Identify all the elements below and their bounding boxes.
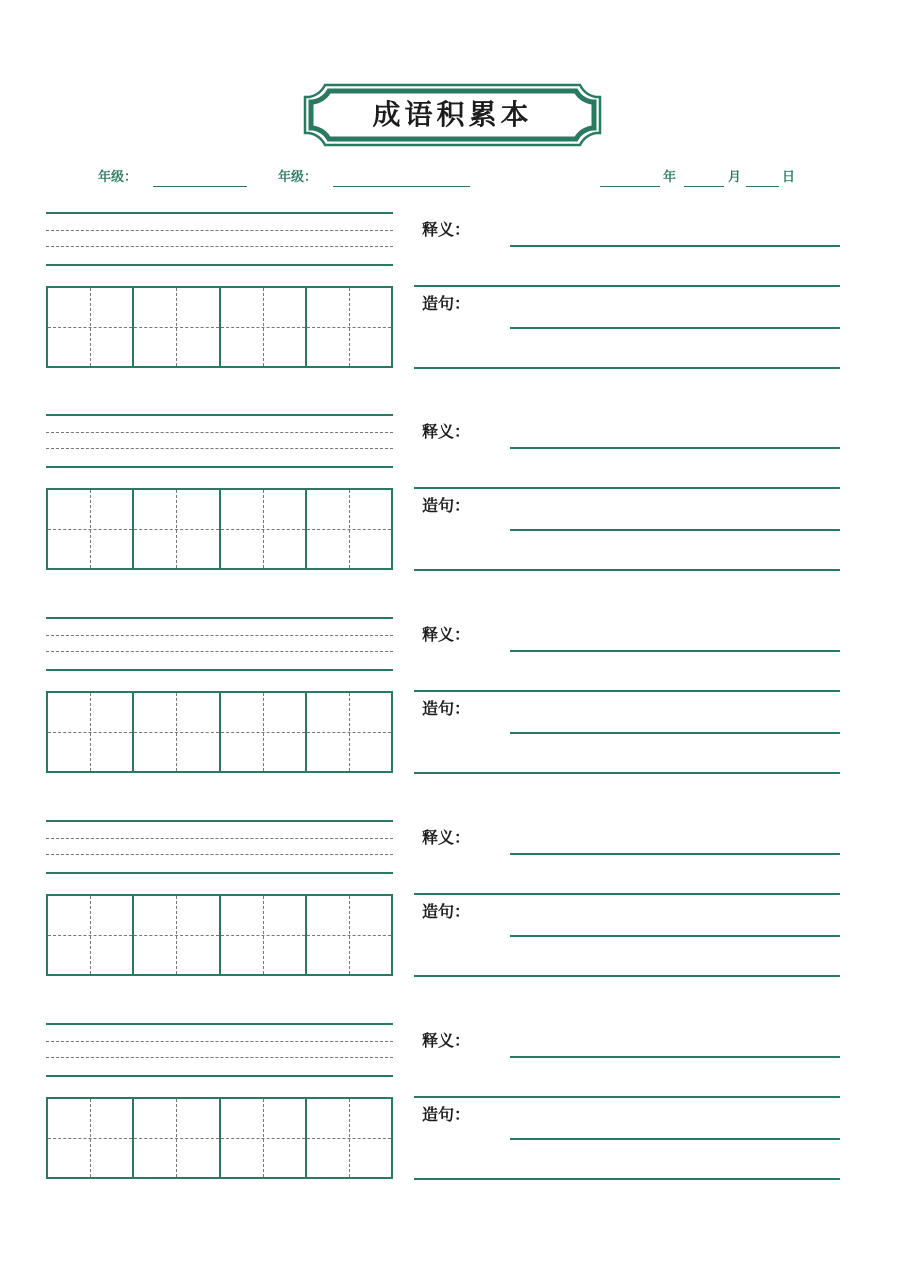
sentence-line[interactable] bbox=[414, 772, 840, 774]
sentence-line[interactable] bbox=[510, 1138, 840, 1140]
meaning-label: 释义： bbox=[422, 422, 471, 441]
sentence-label: 造句： bbox=[422, 294, 471, 313]
year-blank[interactable] bbox=[600, 186, 660, 187]
meaning-line[interactable] bbox=[414, 285, 840, 287]
sentence-line[interactable] bbox=[414, 367, 840, 369]
idiom-entry bbox=[0, 617, 905, 777]
grid-cell[interactable] bbox=[305, 693, 391, 771]
sentence-label: 造句： bbox=[422, 496, 471, 515]
grid-cell[interactable] bbox=[132, 288, 218, 366]
grid-cell[interactable] bbox=[132, 896, 218, 974]
day-label: 日 bbox=[782, 170, 796, 185]
meaning-line[interactable] bbox=[510, 853, 840, 855]
grid-cell[interactable] bbox=[132, 693, 218, 771]
sentence-line[interactable] bbox=[414, 975, 840, 977]
grid-cell[interactable] bbox=[132, 1099, 218, 1177]
idiom-entry bbox=[0, 212, 905, 372]
grade-label-second: 年级： bbox=[278, 170, 318, 185]
grid-cell[interactable] bbox=[305, 490, 391, 568]
meaning-line[interactable] bbox=[510, 650, 840, 652]
meaning-line[interactable] bbox=[510, 447, 840, 449]
sentence-label: 造句： bbox=[422, 902, 471, 921]
pinyin-lines[interactable] bbox=[46, 1023, 393, 1079]
meaning-line[interactable] bbox=[510, 245, 840, 247]
pinyin-lines[interactable] bbox=[46, 820, 393, 876]
month-blank[interactable] bbox=[684, 186, 724, 187]
meaning-line[interactable] bbox=[414, 487, 840, 489]
meaning-line[interactable] bbox=[414, 893, 840, 895]
idiom-entry bbox=[0, 414, 905, 574]
sentence-line[interactable] bbox=[414, 569, 840, 571]
grid-cell[interactable] bbox=[48, 490, 132, 568]
meaning-label: 释义： bbox=[422, 1031, 471, 1050]
day-blank[interactable] bbox=[746, 186, 779, 187]
grid-cell[interactable] bbox=[219, 1099, 305, 1177]
character-grid[interactable] bbox=[46, 488, 393, 570]
meaning-line[interactable] bbox=[414, 690, 840, 692]
year-label: 年 bbox=[663, 170, 677, 185]
character-grid[interactable] bbox=[46, 1097, 393, 1179]
grid-cell[interactable] bbox=[219, 693, 305, 771]
grid-cell[interactable] bbox=[219, 490, 305, 568]
grid-cell[interactable] bbox=[305, 1099, 391, 1177]
character-grid[interactable] bbox=[46, 691, 393, 773]
sentence-line[interactable] bbox=[414, 1178, 840, 1180]
idiom-entry bbox=[0, 820, 905, 980]
meaning-label: 释义： bbox=[422, 828, 471, 847]
idiom-entry bbox=[0, 1023, 905, 1183]
page-title: 成语积累本 bbox=[372, 98, 533, 131]
grade-blank-second[interactable] bbox=[333, 186, 470, 187]
sentence-line[interactable] bbox=[510, 732, 840, 734]
sentence-line[interactable] bbox=[510, 529, 840, 531]
pinyin-lines[interactable] bbox=[46, 617, 393, 673]
grid-cell[interactable] bbox=[305, 896, 391, 974]
grid-cell[interactable] bbox=[219, 896, 305, 974]
grid-cell[interactable] bbox=[48, 896, 132, 974]
character-grid[interactable] bbox=[46, 286, 393, 368]
sentence-line[interactable] bbox=[510, 327, 840, 329]
meaning-line[interactable] bbox=[510, 1056, 840, 1058]
grade-blank[interactable] bbox=[153, 186, 247, 187]
meaning-line[interactable] bbox=[414, 1096, 840, 1098]
grid-cell[interactable] bbox=[132, 490, 218, 568]
grid-cell[interactable] bbox=[48, 1099, 132, 1177]
grid-cell[interactable] bbox=[305, 288, 391, 366]
grid-cell[interactable] bbox=[48, 693, 132, 771]
pinyin-lines[interactable] bbox=[46, 212, 393, 268]
grid-cell[interactable] bbox=[48, 288, 132, 366]
month-label: 月 bbox=[728, 170, 742, 185]
character-grid[interactable] bbox=[46, 894, 393, 976]
sentence-label: 造句： bbox=[422, 1105, 471, 1124]
sentence-line[interactable] bbox=[510, 935, 840, 937]
grid-cell[interactable] bbox=[219, 288, 305, 366]
title-plate bbox=[303, 83, 602, 147]
grade-label: 年级： bbox=[98, 170, 138, 185]
meaning-label: 释义： bbox=[422, 625, 471, 644]
pinyin-lines[interactable] bbox=[46, 414, 393, 470]
meaning-label: 释义： bbox=[422, 220, 471, 239]
sentence-label: 造句： bbox=[422, 699, 471, 718]
